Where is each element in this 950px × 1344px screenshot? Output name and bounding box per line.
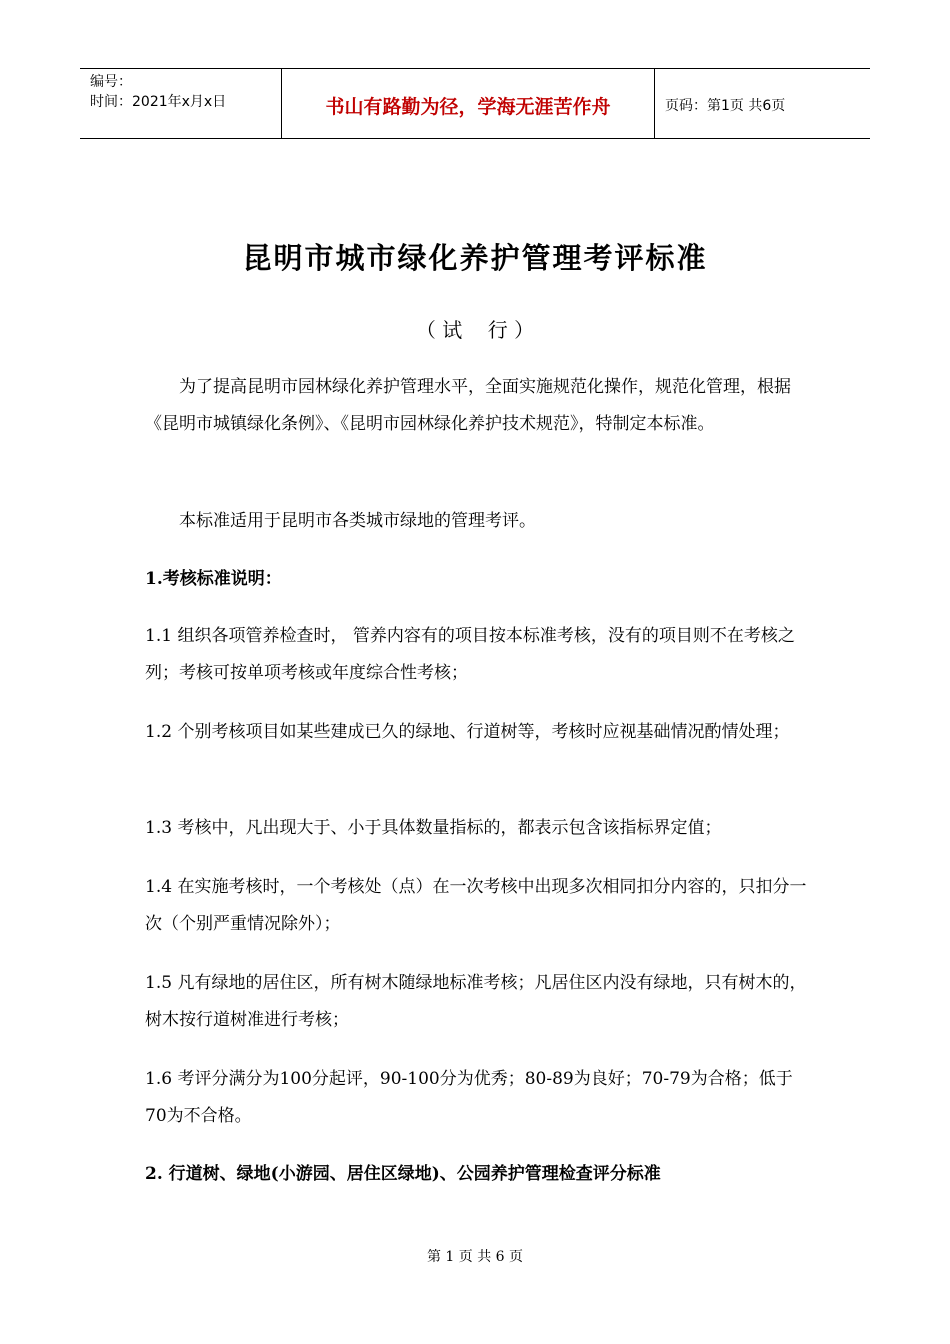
- header-page-info: 页码：第1页 共6页: [665, 98, 786, 114]
- scope-paragraph: 本标准适用于昆明市各类城市绿地的管理考评。: [179, 511, 536, 531]
- intro-paragraph: 为了提高昆明市园林绿化养护管理水平，全面实施规范化操作，规范化管理，根据《昆明市城镇绿化条例》、《昆明市园林绿化养护技术规范》，特制定本标准。: [145, 377, 791, 434]
- list-item-1-5: 1.5 凡有绿地的居住区，所有树木随绿地标准考核；凡居住区内没有绿地，只有树木的，树木按行道树准进行考核；: [145, 973, 807, 1030]
- list-item-1-1: 1.1 组织各项管养检查时， 管养内容有的项目按本标准考核，没有的项目则不在考核之列；考核可按单项考核或年度综合性考核；: [145, 626, 795, 683]
- document-title: 昆明市城市绿化养护管理考评标准: [242, 241, 708, 275]
- page-footer: 第 1 页 共 6 页: [426, 1249, 524, 1265]
- list-item-1-3: 1.3 考核中，凡出现大于、小于具体数量指标的，都表示包含该指标界定值；: [145, 818, 722, 838]
- document-date-label: 时间：2021年x月x日: [90, 94, 227, 110]
- list-item-1-6: 1.6 考评分满分为100分起评，90-100分为优秀；80-89为良好；70-79为合格；低于70为不合格。: [145, 1069, 793, 1126]
- section-1-heading: 1.考核标准说明：: [145, 569, 282, 589]
- header-motto: 书山有路勤为径，学海无涯苦作舟: [282, 69, 655, 138]
- header-meta-cell: [80, 69, 282, 138]
- document-number-label: 编号：: [90, 74, 132, 90]
- list-item-1-4: 1.4 在实施考核时，一个考核处（点）在一次考核中出现多次相同扣分内容的，只扣分一次（个别严重情况除外）；: [145, 877, 807, 934]
- document-subtitle: （ 试 行 ）: [415, 318, 535, 342]
- document-header-table: [80, 68, 870, 139]
- list-item-1-2: 1.2 个别考核项目如某些建成已久的绿地、行道树等，考核时应视基础情况酌情处理；: [145, 722, 790, 742]
- section-2-heading: 2. 行道树、绿地(小游园、居住区绿地)、公园养护管理检查评分标准: [145, 1164, 661, 1184]
